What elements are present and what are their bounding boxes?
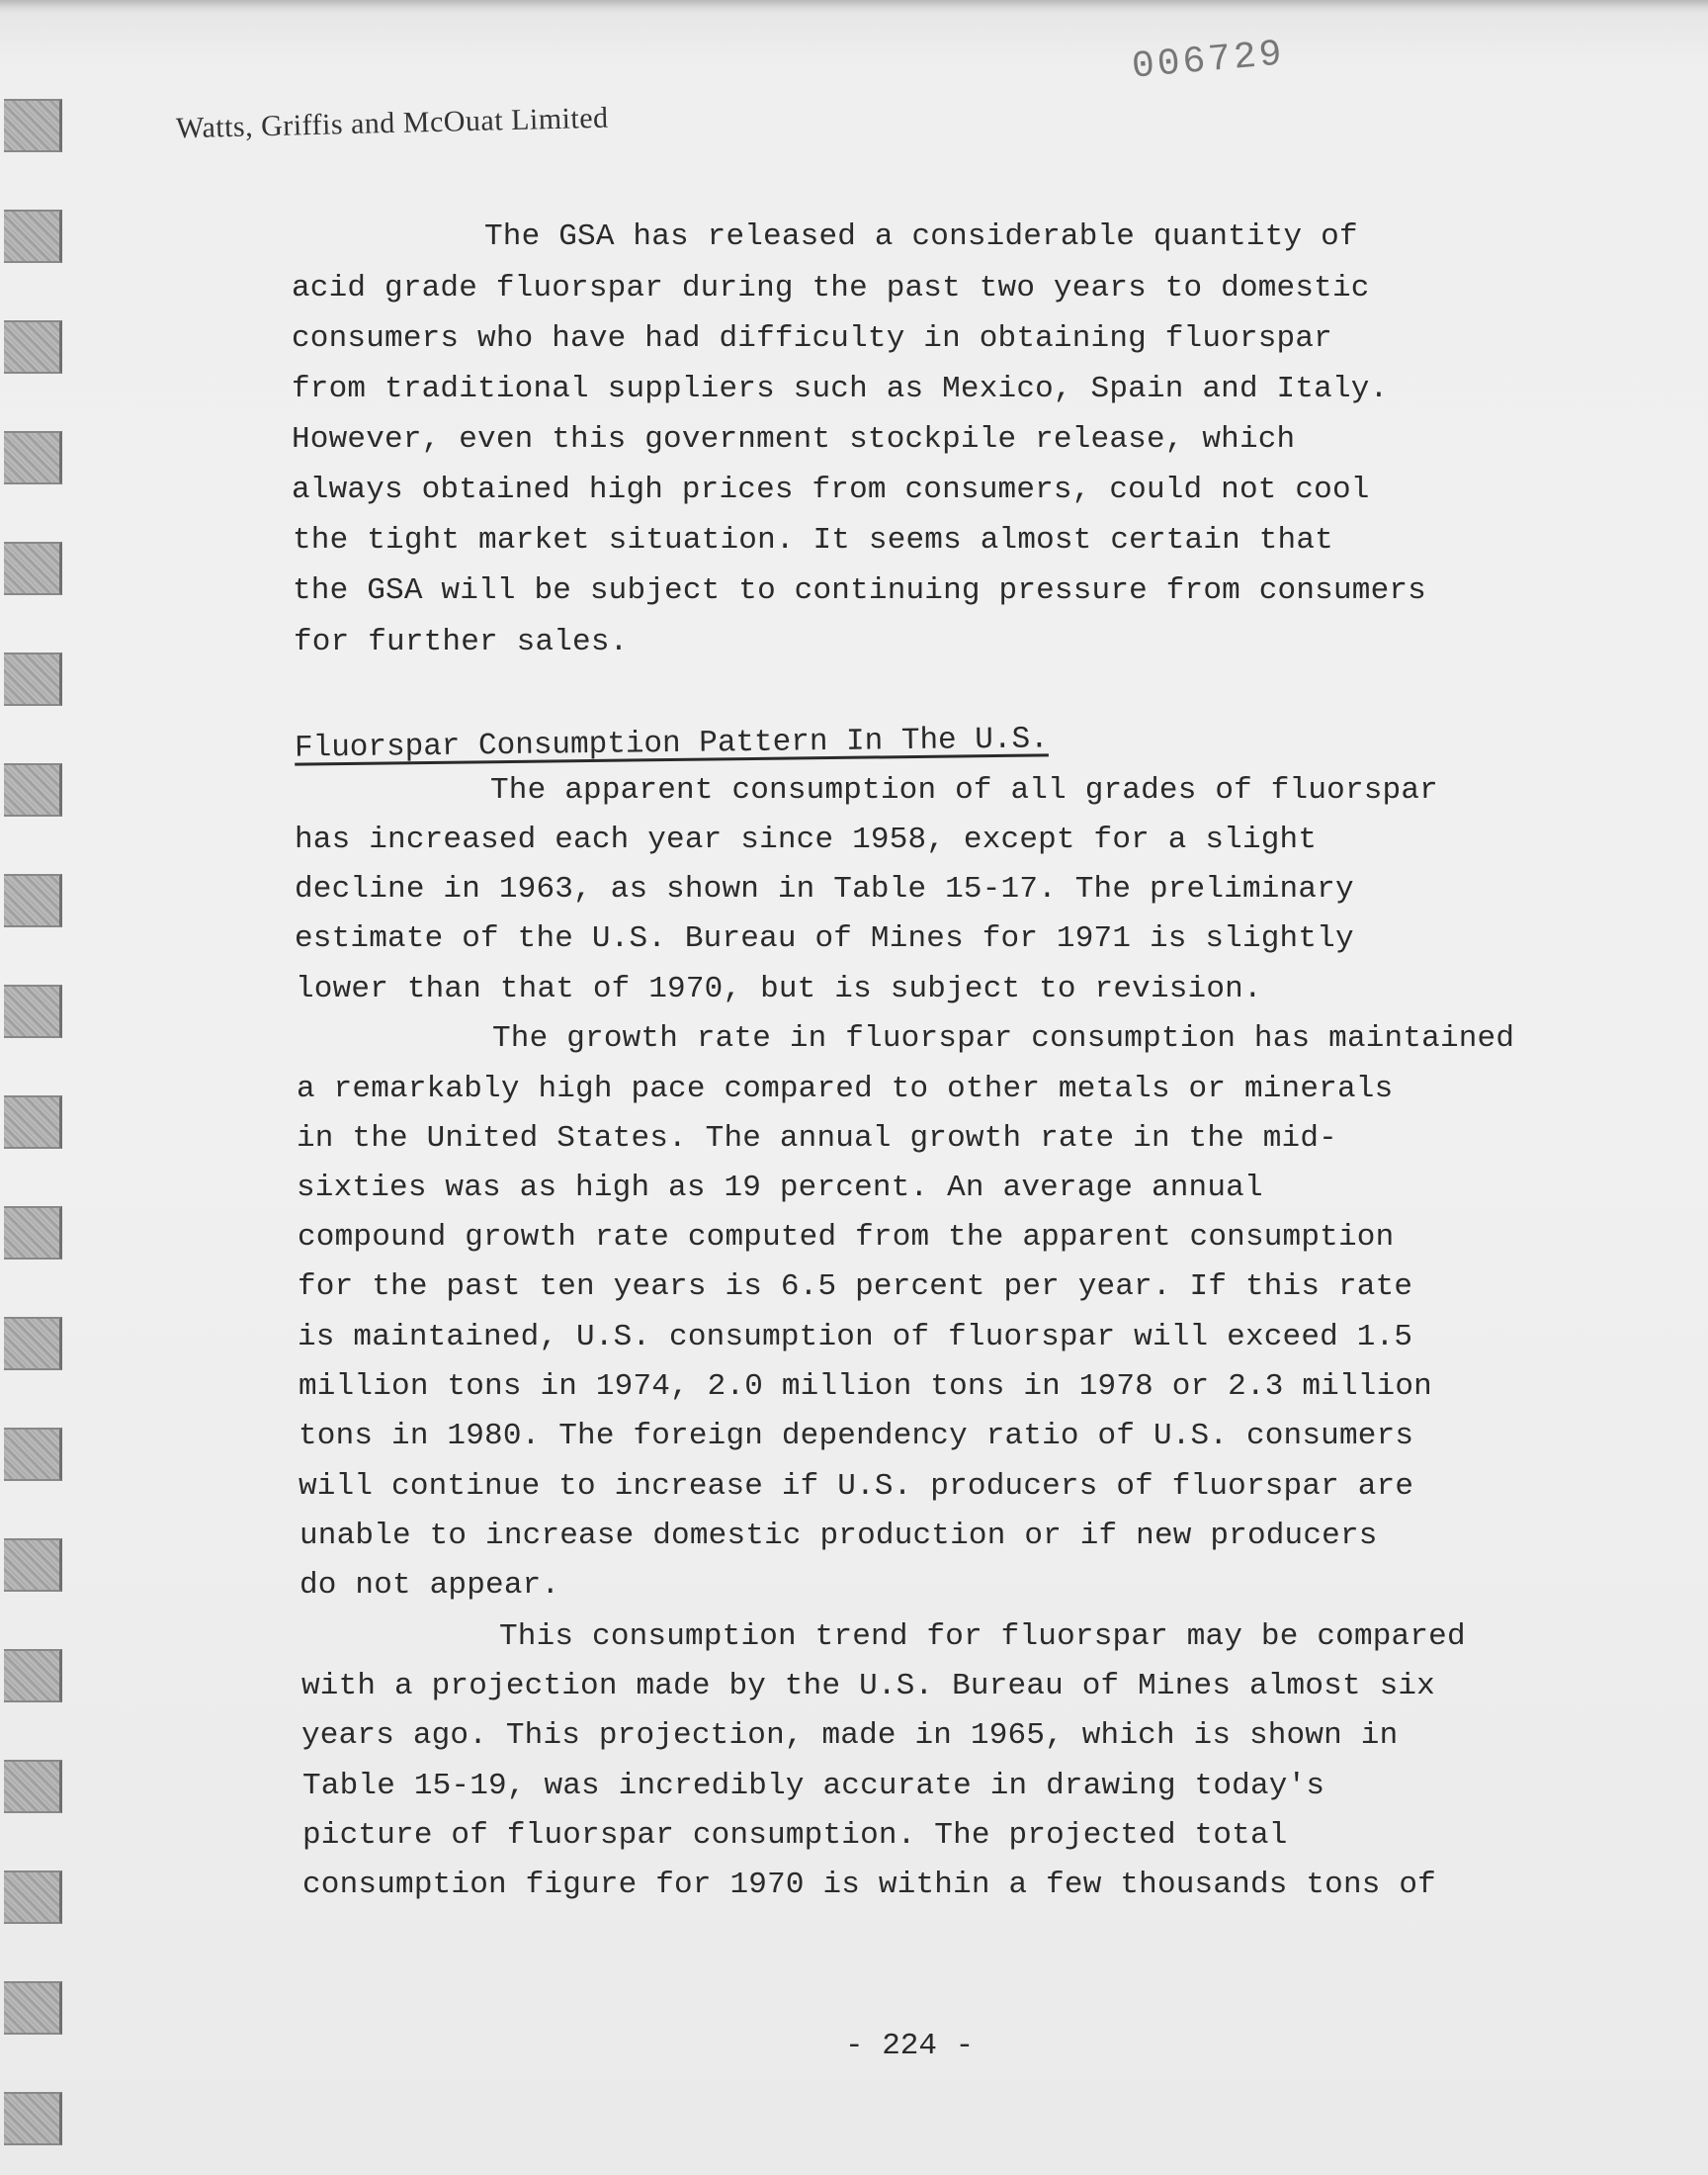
- binding-hole: [4, 985, 62, 1038]
- binding-hole: [4, 2092, 62, 2145]
- body-text-line: unable to increase domestic production or if new producers: [299, 1519, 1378, 1553]
- body-text-line: from traditional suppliers such as Mexico, Spain and Italy.: [292, 372, 1389, 406]
- binding-hole: [4, 320, 62, 374]
- body-text-line: consumers who have had difficulty in obtaining fluorspar: [292, 321, 1332, 356]
- binding-hole: [4, 1981, 62, 2035]
- body-text-line: years ago. This projection, made in 1965, which is shown in: [301, 1718, 1399, 1753]
- binding-hole: [4, 431, 62, 484]
- binding-hole: [4, 1317, 62, 1370]
- company-letterhead: Watts, Griffis and McOuat Limited: [175, 101, 609, 145]
- binding-hole: [4, 1206, 62, 1260]
- body-text-line: The growth rate in fluorspar consumption has maintained: [492, 1021, 1515, 1056]
- body-text-line: for the past ten years is 6.5 percent per year. If this rate: [298, 1269, 1413, 1304]
- binding-hole: [4, 1538, 62, 1592]
- binding-hole: [4, 652, 62, 706]
- body-text-line: However, even this government stockpile release, which: [292, 422, 1296, 457]
- body-text-line: compound growth rate computed from the apparent consumption: [298, 1220, 1395, 1255]
- body-text-line: the GSA will be subject to continuing pressure from consumers: [293, 573, 1426, 608]
- binding-hole: [4, 763, 62, 817]
- body-text-line: decline in 1963, as shown in Table 15-17. The preliminary: [295, 872, 1354, 907]
- page-number: - 224 -: [845, 2029, 975, 2063]
- body-text-line: This consumption trend for fluorspar may be compared: [499, 1619, 1466, 1654]
- body-text-line: do not appear.: [299, 1568, 560, 1603]
- body-text-line: in the United States. The annual growth rate in the mid-: [297, 1121, 1337, 1156]
- body-text-line: million tons in 1974, 2.0 million tons in 1978 or 2.3 million: [299, 1369, 1432, 1404]
- binding-hole: [4, 99, 62, 152]
- body-text-line: tons in 1980. The foreign dependency ratio of U.S. consumers: [299, 1419, 1414, 1453]
- body-text-line: for further sales.: [294, 625, 629, 659]
- body-text-line: with a projection made by the U.S. Bureau of Mines almost six: [301, 1669, 1435, 1703]
- binding-hole: [4, 1870, 62, 1924]
- binding-hole: [4, 542, 62, 595]
- body-text-line: always obtained high prices from consumers, could not cool: [292, 473, 1370, 507]
- body-text-line: estimate of the U.S. Bureau of Mines for 1971 is slightly: [295, 921, 1354, 956]
- binding-hole: [4, 1760, 62, 1813]
- body-text-line: is maintained, U.S. consumption of fluorspar will exceed 1.5: [298, 1320, 1413, 1354]
- binding-hole: [4, 874, 62, 927]
- body-text-line: The apparent consumption of all grades of fluorspar: [490, 773, 1438, 808]
- body-text-line: sixties was as high as 19 percent. An average annual: [297, 1171, 1263, 1205]
- body-text-line: the tight market situation. It seems almost certain that: [293, 523, 1333, 558]
- body-text-line: acid grade fluorspar during the past two years to domestic: [292, 271, 1370, 305]
- binding-hole: [4, 210, 62, 263]
- section-heading: Fluorspar Consumption Pattern In The U.S.: [294, 722, 1049, 766]
- body-text-line: lower than that of 1970, but is subject to revision.: [296, 972, 1262, 1006]
- body-text-line: consumption figure for 1970 is within a few thousands tons of: [302, 1868, 1436, 1902]
- body-text-line: The GSA has released a considerable quantity of: [484, 219, 1358, 254]
- binding-hole: [4, 1095, 62, 1149]
- body-text-line: Table 15-19, was incredibly accurate in drawing today's: [302, 1769, 1325, 1803]
- binding-hole: [4, 1649, 62, 1702]
- body-text-line: has increased each year since 1958, except for a slight: [295, 823, 1318, 857]
- body-text-line: a remarkably high pace compared to other metals or minerals: [297, 1072, 1394, 1106]
- body-text-line: will continue to increase if U.S. producers of fluorspar are: [299, 1469, 1414, 1504]
- page-top-edge: [0, 0, 1708, 14]
- body-text-line: picture of fluorspar consumption. The projected total: [302, 1818, 1288, 1853]
- binding-hole: [4, 1428, 62, 1481]
- document-stamp-number: 006729: [1130, 33, 1287, 89]
- spiral-binding: [0, 99, 69, 2155]
